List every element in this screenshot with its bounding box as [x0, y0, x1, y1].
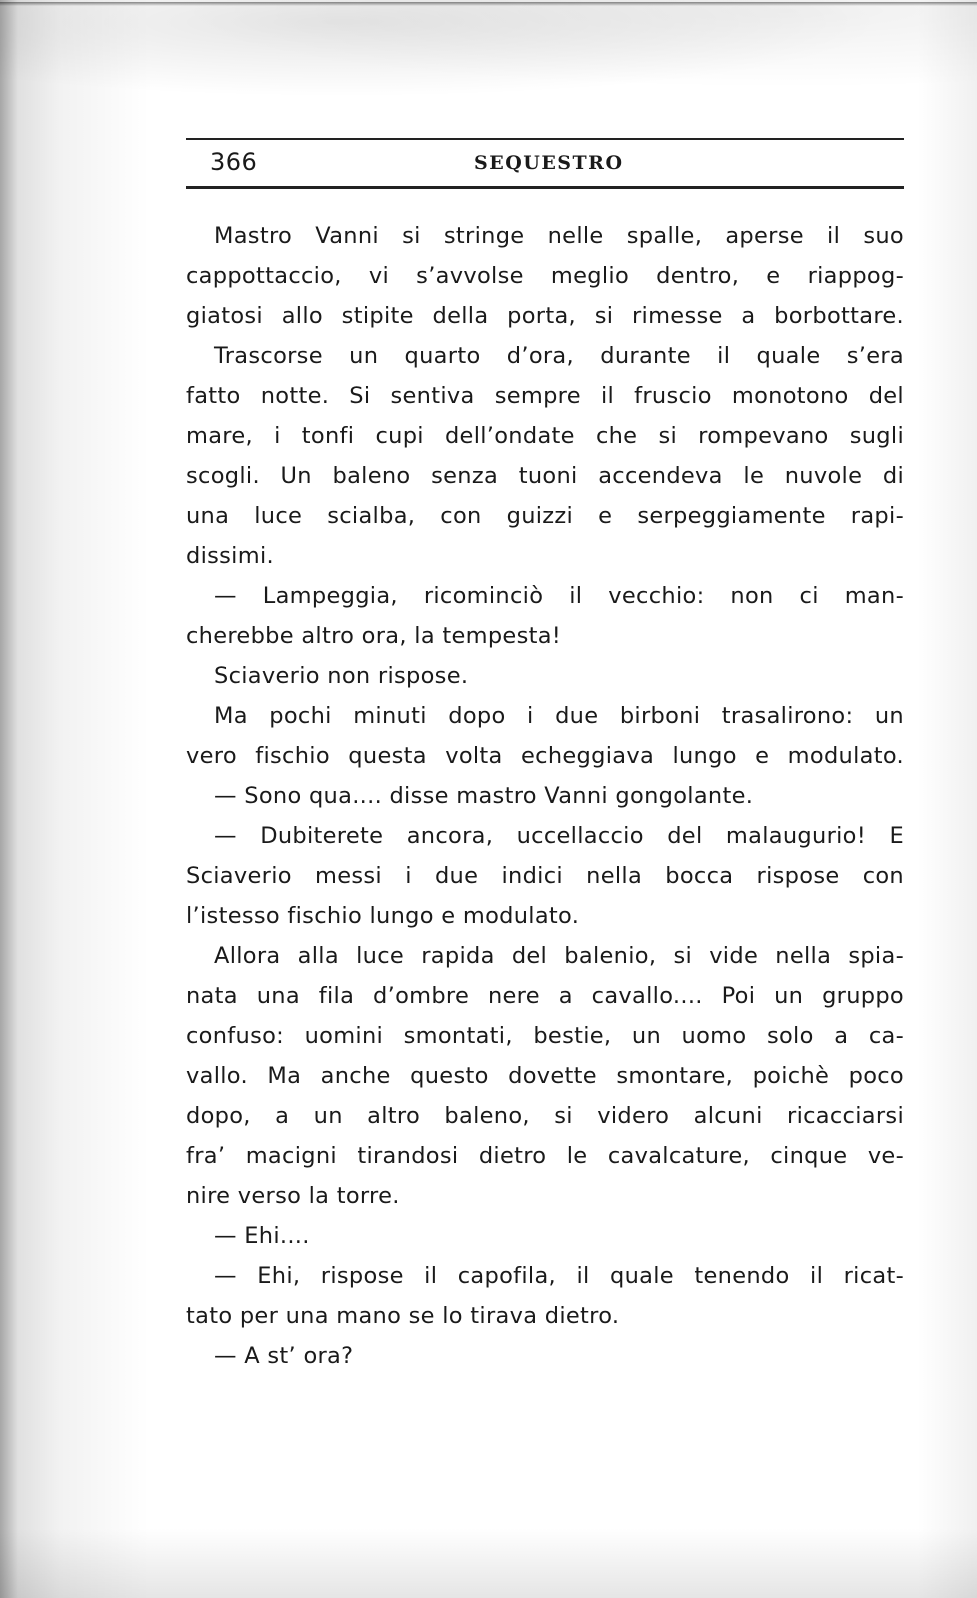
page-number: 366: [210, 148, 258, 176]
text-line: dissimi.: [186, 543, 274, 569]
text-line: Sciaverio messi i due indici nella bocca rispose con: [186, 863, 904, 889]
text-line: Ma pochi minuti dopo i due birboni trasalirono: un: [214, 703, 904, 729]
scan-shadow-binding: [0, 0, 150, 1598]
text-line: Mastro Vanni si stringe nelle spalle, aperse il suo: [214, 223, 904, 249]
text-line: cherebbe altro ora, la tempesta!: [186, 623, 562, 649]
text-line: — Lampeggia, ricominciò il vecchio: non ci man-: [214, 583, 904, 609]
text-line: giatosi allo stipite della porta, si rimesse a borbottare.: [186, 303, 904, 329]
text-line: mare, i tonfi cupi dell’ondate che si rompevano sugli: [186, 423, 904, 449]
text-line: — Dubiterete ancora, uccellaccio del malaugurio! E: [214, 823, 904, 849]
text-line: — Sono qua.... disse mastro Vanni gongolante.: [214, 783, 754, 809]
text-line: cappottaccio, vi s’avvolse meglio dentro, e riappog-: [186, 263, 904, 289]
scan-shadow-bottom: [0, 1528, 977, 1598]
text-line: — Ehi, rispose il capofila, il quale tenendo il ricat-: [214, 1263, 904, 1289]
text-line: fra’ macigni tirandosi dietro le cavalcature, cinque ve-: [186, 1143, 904, 1169]
text-line: una luce scialba, con guizzi e serpeggiamente rapi-: [186, 503, 904, 529]
text-line: scogli. Un baleno senza tuoni accendeva le nuvole di: [186, 463, 904, 489]
text-line: vallo. Ma anche questo dovette smontare, poichè poco: [186, 1063, 904, 1089]
text-line: vero fischio questa volta echeggiava lungo e modulato.: [186, 743, 904, 769]
running-head: [186, 148, 904, 180]
text-line: tato per una mano se lo tirava dietro.: [186, 1303, 620, 1329]
text-line: Sciaverio non rispose.: [214, 663, 469, 689]
scan-shadow-right: [917, 0, 977, 1598]
text-line: dopo, a un altro baleno, si videro alcuni ricacciarsi: [186, 1103, 904, 1129]
header-rule-top: [186, 138, 904, 140]
text-line: l’istesso fischio lungo e modulato.: [186, 903, 580, 929]
text-line: nata una fila d’ombre nere a cavallo.... Poi un gruppo: [186, 983, 904, 1009]
text-line: confuso: uomini smontati, bestie, un uomo solo a ca-: [186, 1023, 904, 1049]
text-line: fatto notte. Si sentiva sempre il fruscio monotono del: [186, 383, 904, 409]
text-line: — A st’ ora?: [214, 1343, 354, 1369]
text-line: nire verso la torre.: [186, 1183, 400, 1209]
text-line: — Ehi....: [214, 1223, 310, 1249]
body-text: [186, 216, 904, 1376]
running-title: SEQUESTRO: [474, 152, 624, 174]
text-line: Trascorse un quarto d’ora, durante il quale s’era: [214, 343, 904, 369]
header-rule-bottom: [186, 186, 904, 189]
text-line: Allora alla luce rapida del balenio, si vide nella spia-: [214, 943, 904, 969]
